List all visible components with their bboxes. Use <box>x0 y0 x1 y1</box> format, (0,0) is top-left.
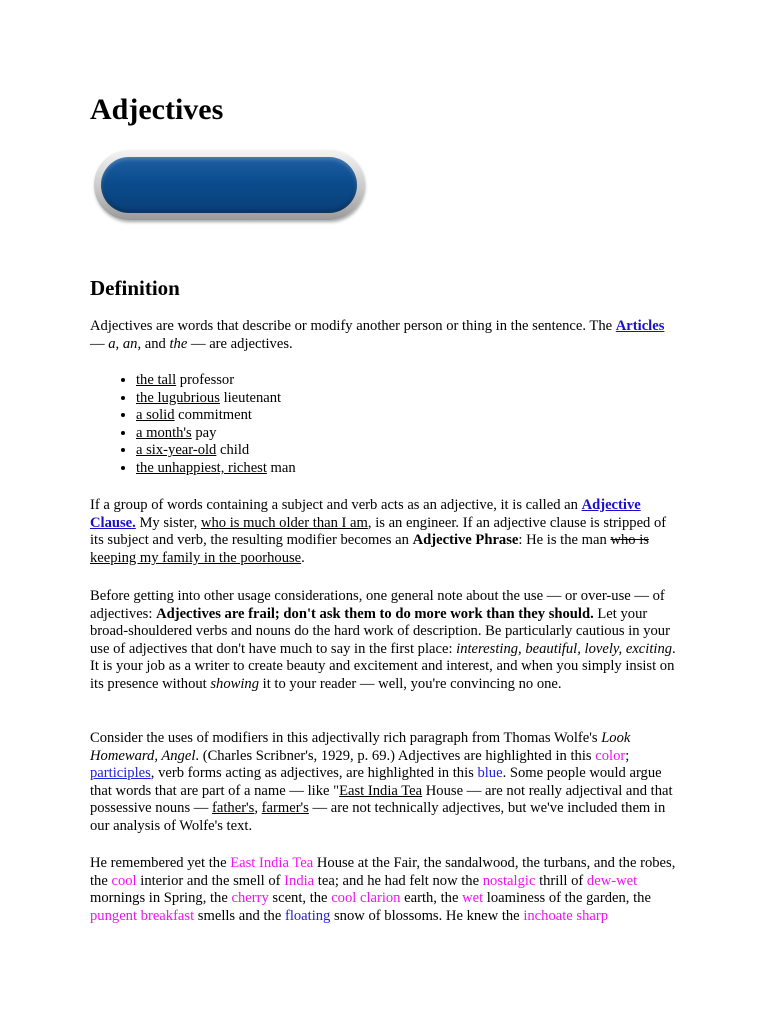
italic-text: the <box>169 335 188 352</box>
text-run: House at the Fair, the sandalwood, the turbans, and the robes, the <box>90 855 676 889</box>
text-run: — are not technically adjectives, but we've included them in our analysis of Wolfe's text. <box>90 800 666 834</box>
text-run: ; <box>625 747 630 764</box>
bold-rule: Adjectives are frail; don't ask them to do more work than they should. <box>156 605 594 622</box>
text-run: earth, the <box>400 890 463 907</box>
underlined-name: East India Tea <box>339 782 423 799</box>
text-run: . (Charles Scribner's, 1929, p. 69.) Adjectives are highlighted in this <box>195 747 596 764</box>
text-run: man <box>266 459 296 476</box>
text-run: . <box>301 549 305 566</box>
page-title: Adjectives <box>90 93 224 126</box>
highlighted-participle: floating <box>284 907 331 924</box>
underlined-adjective: a solid <box>136 407 175 424</box>
underlined-adjective: a six-year-old <box>136 442 217 459</box>
adjective-clause-paragraph <box>90 497 680 567</box>
adjective-clause-link[interactable]: Adjective Clause. <box>90 497 641 531</box>
list-item <box>136 425 636 443</box>
highlighted-adjective: inchoate sharp <box>523 907 609 924</box>
italic-text: showing <box>210 675 260 692</box>
text-run: mornings in Spring, the <box>90 890 232 907</box>
highlighted-adjective: cool clarion <box>331 890 401 907</box>
decorative-banner-button <box>94 150 364 220</box>
text-run: He remembered yet the <box>90 855 231 871</box>
text-run: thrill of <box>535 872 587 889</box>
definition-paragraph <box>90 318 680 353</box>
highlighted-adjective: cool <box>111 872 137 889</box>
text-run: — are adjectives. <box>187 335 293 352</box>
text-run: snow of blossoms. He knew the <box>330 907 524 924</box>
text-run: If a group of words containing a subject and verb acts as an adjective, it is called an <box>90 497 582 513</box>
highlighted-adjective: East India Tea <box>230 855 314 871</box>
participle-color-sample: blue <box>477 765 503 782</box>
text-run: pay <box>191 424 217 441</box>
struck-text: who is <box>610 532 649 549</box>
text-run: commitment <box>174 407 252 424</box>
text-run: Let your broad-shouldered verbs and nouns do the hard work of description. Be particularly cautious in your use of adjectives that don't have much to say in the first place: <box>90 605 670 657</box>
text-run: . Some people would argue that words that are part of a name — like " <box>90 765 662 799</box>
highlighted-adjective: nostalgic <box>482 872 536 889</box>
examples-list <box>90 372 636 478</box>
text-run: interior and the smell of <box>136 872 285 889</box>
articles-link[interactable]: Articles <box>615 318 665 334</box>
list-item <box>136 372 636 390</box>
text-run: , and <box>137 335 170 352</box>
highlighted-adjective: pungent breakfast <box>90 907 195 924</box>
text-run: , verb forms acting as adjectives, are highlighted in this <box>150 765 478 782</box>
text-run: — <box>90 335 109 352</box>
underlined-adjective: the tall <box>136 372 177 388</box>
usage-note-paragraph <box>90 588 680 694</box>
text-run: it to your reader — well, you're convincing no one. <box>259 675 562 692</box>
text-run: , <box>254 800 262 817</box>
definition-heading: Definition <box>90 276 180 300</box>
text-run: , is an engineer. If an adjective clause is stripped of its subject and verb, the resulting modifier becomes an <box>90 514 667 549</box>
text-run: smells and the <box>194 907 285 924</box>
book-title: Look Homeward, Angel <box>90 730 631 764</box>
list-item <box>136 390 636 408</box>
text-run: My sister, <box>135 514 201 531</box>
underlined-phrase: keeping my family in the poorhouse <box>90 549 302 566</box>
highlighted-adjective: dew-wet <box>586 872 638 889</box>
text-run: . It is your job as a writer to create beauty and excitement and interest, and when you simply insist on its presence without <box>90 640 676 692</box>
wolfe-excerpt-paragraph <box>90 855 680 925</box>
underlined-adjective: the lugubrious <box>136 389 220 406</box>
text-run: lieutenant <box>219 389 282 406</box>
underlined-adjective: the unhappiest, richest <box>136 459 267 476</box>
list-item <box>136 442 636 460</box>
text-run: child <box>216 442 250 459</box>
banner-inner-blue <box>101 157 357 213</box>
italic-text: a, an <box>108 335 138 352</box>
text-run: : He is the man <box>518 532 611 549</box>
italic-text: interesting, beautiful, lovely, exciting <box>456 640 673 657</box>
text-run: Consider the uses of modifiers in this adjectivally rich paragraph from Thomas Wolfe's <box>90 730 602 746</box>
list-item <box>136 460 636 478</box>
underlined-clause: who is much older than I am <box>200 514 368 531</box>
adjective-color-sample: color <box>595 747 626 764</box>
underlined-possessive: farmer's <box>261 800 309 817</box>
text-run: House — are not really adjectival and that possessive nouns — <box>90 782 673 817</box>
text-run: scent, the <box>268 890 332 907</box>
highlighted-adjective: cherry <box>231 890 269 907</box>
highlighted-adjective: wet <box>462 890 484 907</box>
underlined-adjective: a month's <box>136 424 192 441</box>
underlined-possessive: father's <box>212 800 255 817</box>
text-run: loaminess of the garden, the <box>483 890 651 907</box>
highlighted-adjective: India <box>284 872 315 889</box>
text-run: professor <box>176 372 235 388</box>
list-item <box>136 407 636 425</box>
text-run: Adjectives are words that describe or modify another person or thing in the sentence. The <box>90 318 616 334</box>
text-run: tea; and he had felt now the <box>314 872 483 889</box>
wolfe-intro-paragraph <box>90 730 680 836</box>
text-run: Before getting into other usage considerations, one general note about the use — or over-use — of adjectives: <box>90 588 665 622</box>
participles-link[interactable]: participles <box>90 765 151 782</box>
bold-term: Adjective Phrase <box>412 532 519 549</box>
